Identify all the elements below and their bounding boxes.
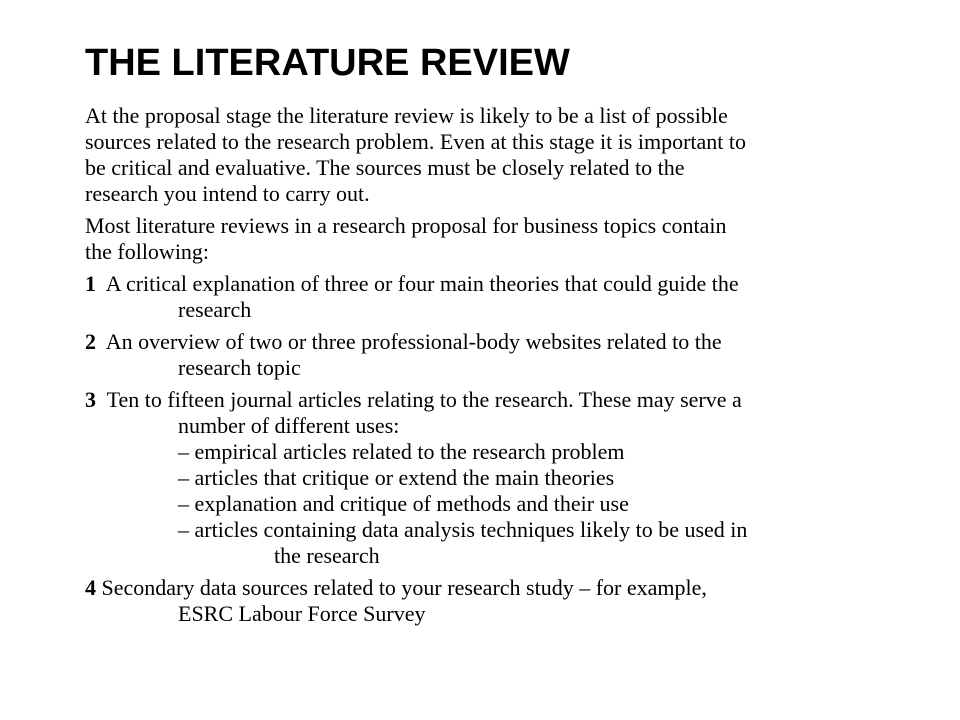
lead-paragraph (85, 213, 895, 265)
item-continuation: research topic (178, 355, 301, 380)
use-line: – articles containing data analysis techniques likely to be used in (178, 517, 748, 542)
slide-title: THE LITERATURE REVIEW (85, 42, 570, 84)
item-continuation: ESRC Labour Force Survey (178, 601, 426, 626)
item-continuation: research (178, 297, 252, 322)
list-item-4 (85, 575, 895, 627)
item-number: 1 (85, 271, 96, 296)
slide-body (85, 103, 895, 633)
item-first-line (85, 387, 895, 413)
use-line: – articles that critique or extend the main theories (178, 465, 615, 490)
intro-line: research you intend to carry out. (85, 181, 370, 206)
item-text: Secondary data sources related to your research study – for example, (96, 575, 707, 600)
item-continuation: number of different uses: (178, 413, 400, 438)
item-first-line (85, 271, 895, 297)
use-line: – empirical articles related to the research problem (178, 439, 625, 464)
use-continuation: the research (274, 543, 380, 568)
intro-paragraph (85, 103, 895, 207)
lead-line: Most literature reviews in a research proposal for business topics contain (85, 213, 727, 238)
list-item-2 (85, 329, 895, 381)
item-number: 2 (85, 329, 96, 354)
intro-line: sources related to the research problem. Even at this stage it is important to (85, 129, 747, 154)
list-item-3 (85, 387, 895, 569)
item-text: A critical explanation of three or four main theories that could guide the (96, 271, 739, 296)
item-first-line (85, 329, 895, 355)
list-item-1 (85, 271, 895, 323)
item-first-line (85, 575, 895, 601)
item-number: 4 (85, 575, 96, 600)
lead-line: the following: (85, 239, 210, 264)
intro-line: be critical and evaluative. The sources must be closely related to the (85, 155, 685, 180)
item-text: An overview of two or three professional-body websites related to the (96, 329, 722, 354)
item-number: 3 (85, 387, 96, 412)
use-line: – explanation and critique of methods and their use (178, 491, 629, 516)
item-text: Ten to fifteen journal articles relating to the research. These may serve a (96, 387, 742, 412)
intro-line: At the proposal stage the literature review is likely to be a list of possible (85, 103, 728, 128)
